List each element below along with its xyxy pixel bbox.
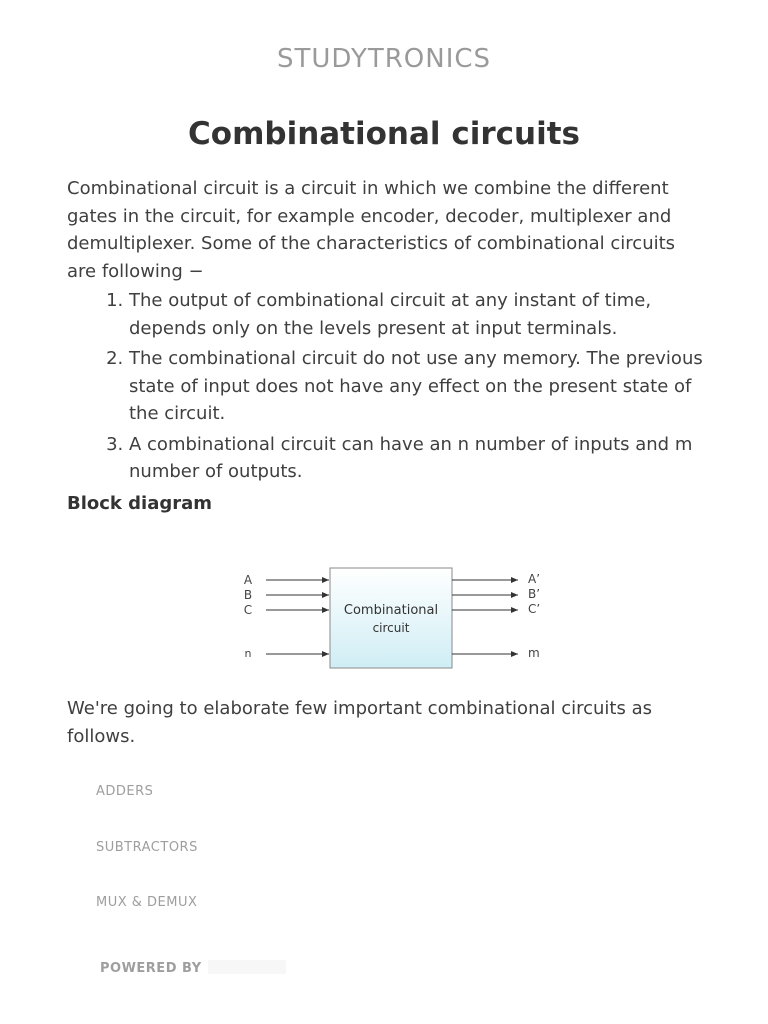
outro-paragraph: We're going to elaborate few important combinational circuits as follows. (67, 698, 652, 747)
input-label: A (243, 573, 253, 587)
block-diagram-heading: Block diagram (67, 492, 213, 514)
article-body (67, 175, 707, 517)
characteristics-list (67, 287, 707, 486)
topic-nav (96, 784, 198, 951)
nav-link-adders[interactable]: ADDERS (96, 784, 154, 799)
page-title: Combinational circuits (188, 116, 580, 152)
block-diagram (236, 564, 556, 674)
list-item: 2. The combinational circuit do not use any memory. The previous state of input does not have any effect on the present state of the circuit. (129, 345, 707, 428)
output-label: B’ (528, 587, 541, 601)
footer (100, 960, 286, 976)
circuit-box (330, 568, 452, 668)
site-name[interactable]: STUDYTRONICS (276, 44, 492, 74)
output-label: m (528, 646, 540, 660)
brand-logo-icon[interactable] (208, 960, 286, 974)
intro-paragraph: Combinational circuit is a circuit in which we combine the different gates in the circuit, for example encoder, decoder, multiplexer and demultiplexer. Some of the characteristics of combinational circuits are following − (67, 178, 676, 282)
circuit-box-label: Combinational (343, 603, 439, 618)
input-label: B (243, 588, 253, 602)
powered-by-text: POWERED BY (100, 961, 202, 976)
input-label: C (243, 603, 253, 617)
output-label: A’ (528, 572, 541, 586)
list-item: 1. The output of combinational circuit at any instant of time, depends only on the levels present at input terminals. (129, 287, 707, 342)
circuit-box-label: circuit (372, 621, 410, 635)
input-label: n (244, 647, 252, 660)
nav-link-mux-demux[interactable]: MUX & DEMUX (96, 895, 198, 910)
list-item: 3. A combinational circuit can have an n number of inputs and m number of outputs. (129, 431, 707, 486)
nav-link-subtractors[interactable]: SUBTRACTORS (96, 839, 198, 855)
output-label: C’ (528, 602, 541, 616)
